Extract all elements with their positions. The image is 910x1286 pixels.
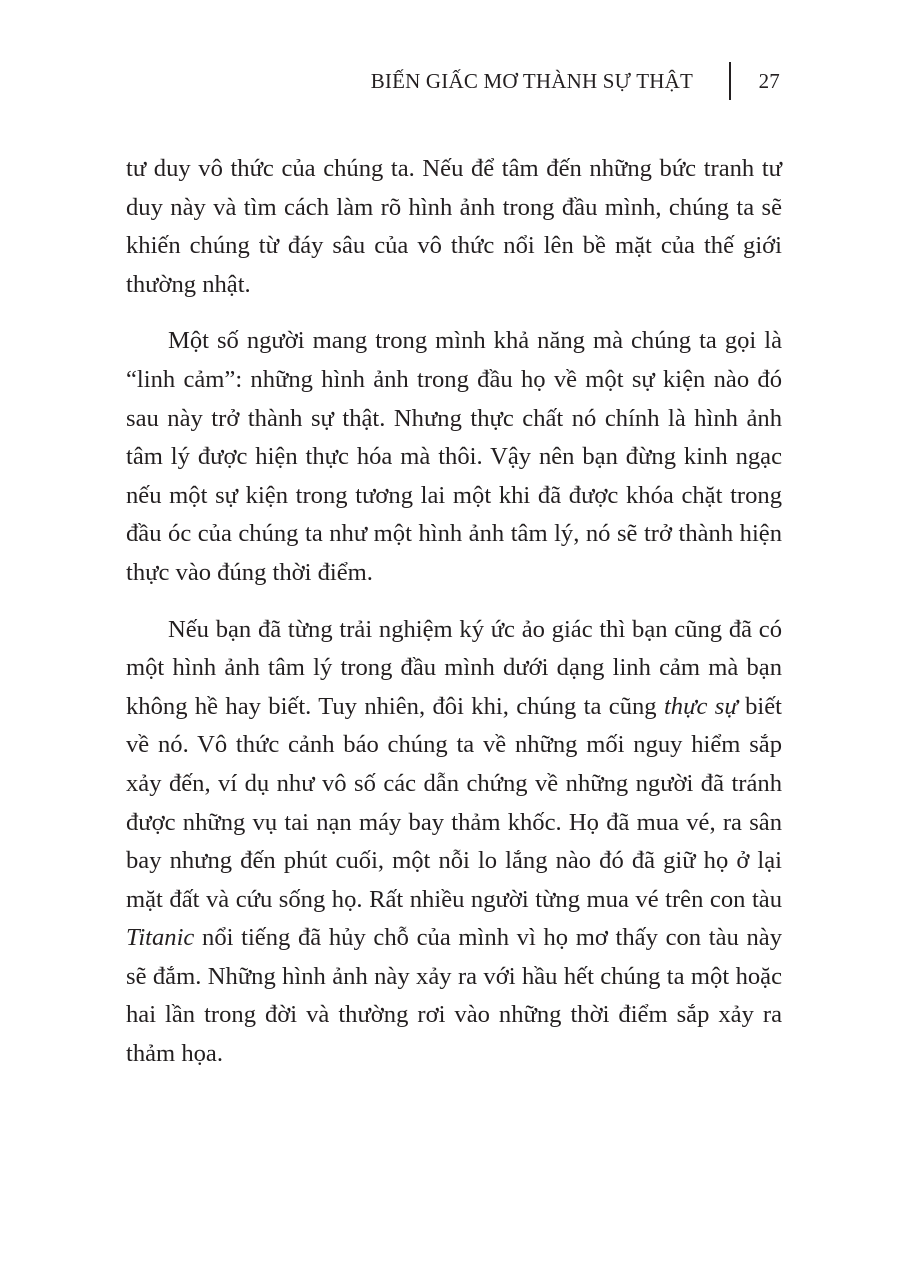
paragraph-3-text-b: biết về nó. Vô thức cảnh báo chúng ta về những mối nguy hiểm sắp xảy đến, ví dụ như vô số các dẫn chứng về những người đã tránh được những vụ tai nạn máy bay thảm khốc. Họ đã mua vé, ra sân bay nhưng đến phút cuối, một nỗi lo lắng nào đó đã giữ họ ở lại mặt đất và cứu sống họ. Rất nhiều người từng mua vé trên con tàu xyxy=(126,692,783,913)
header-divider xyxy=(729,62,731,100)
running-title: BIẾN GIẤC MƠ THÀNH SỰ THẬT xyxy=(370,68,693,93)
paragraph-3-text-a: Nếu bạn đã từng trải nghiệm ký ức ảo giác thì bạn cũng đã có một hình ảnh tâm lý trong đầu mình dưới dạng linh cảm mà bạn không hề hay biết. Tuy nhiên, đôi khi, chúng ta cũng xyxy=(126,615,782,720)
page-body xyxy=(126,150,782,1074)
paragraph-3-text-c: nổi tiếng đã hủy chỗ của mình vì họ mơ thấy con tàu này sẽ đắm. Những hình ảnh này xảy ra với hầu hết chúng ta một hoặc hai lần trong đời và thường rơi vào những thời điểm sắp xảy ra thảm họa. xyxy=(126,924,782,1068)
running-header xyxy=(371,62,780,100)
paragraph-2: Một số người mang trong mình khả năng mà chúng ta gọi là “linh cảm”: những hình ảnh trong đầu họ về một sự kiện nào đó sau này trở thành sự thật. Nhưng thực chất nó chính là hình ảnh tâm lý được hiện thực hóa mà thôi. Vậy nên bạn đừng kinh ngạc nếu một sự kiện trong tương lai một khi đã được khóa chặt trong đầu óc của chúng ta như một hình ảnh tâm lý, nó sẽ trở thành hiện thực vào đúng thời điểm. xyxy=(126,327,782,586)
paragraph-1: tư duy vô thức của chúng ta. Nếu để tâm đến những bức tranh tư duy này và tìm cách làm rõ hình ảnh trong đầu mình, chúng ta sẽ khiến chúng từ đáy sâu của vô thức nổi lên bề mặt của thế giới thường nhật. xyxy=(126,155,782,298)
paragraph-3 xyxy=(126,611,782,1074)
page-number: 27 xyxy=(758,68,780,93)
emphasis-thuc-su: thực sự xyxy=(663,692,738,720)
emphasis-titanic: Titanic xyxy=(126,924,195,952)
